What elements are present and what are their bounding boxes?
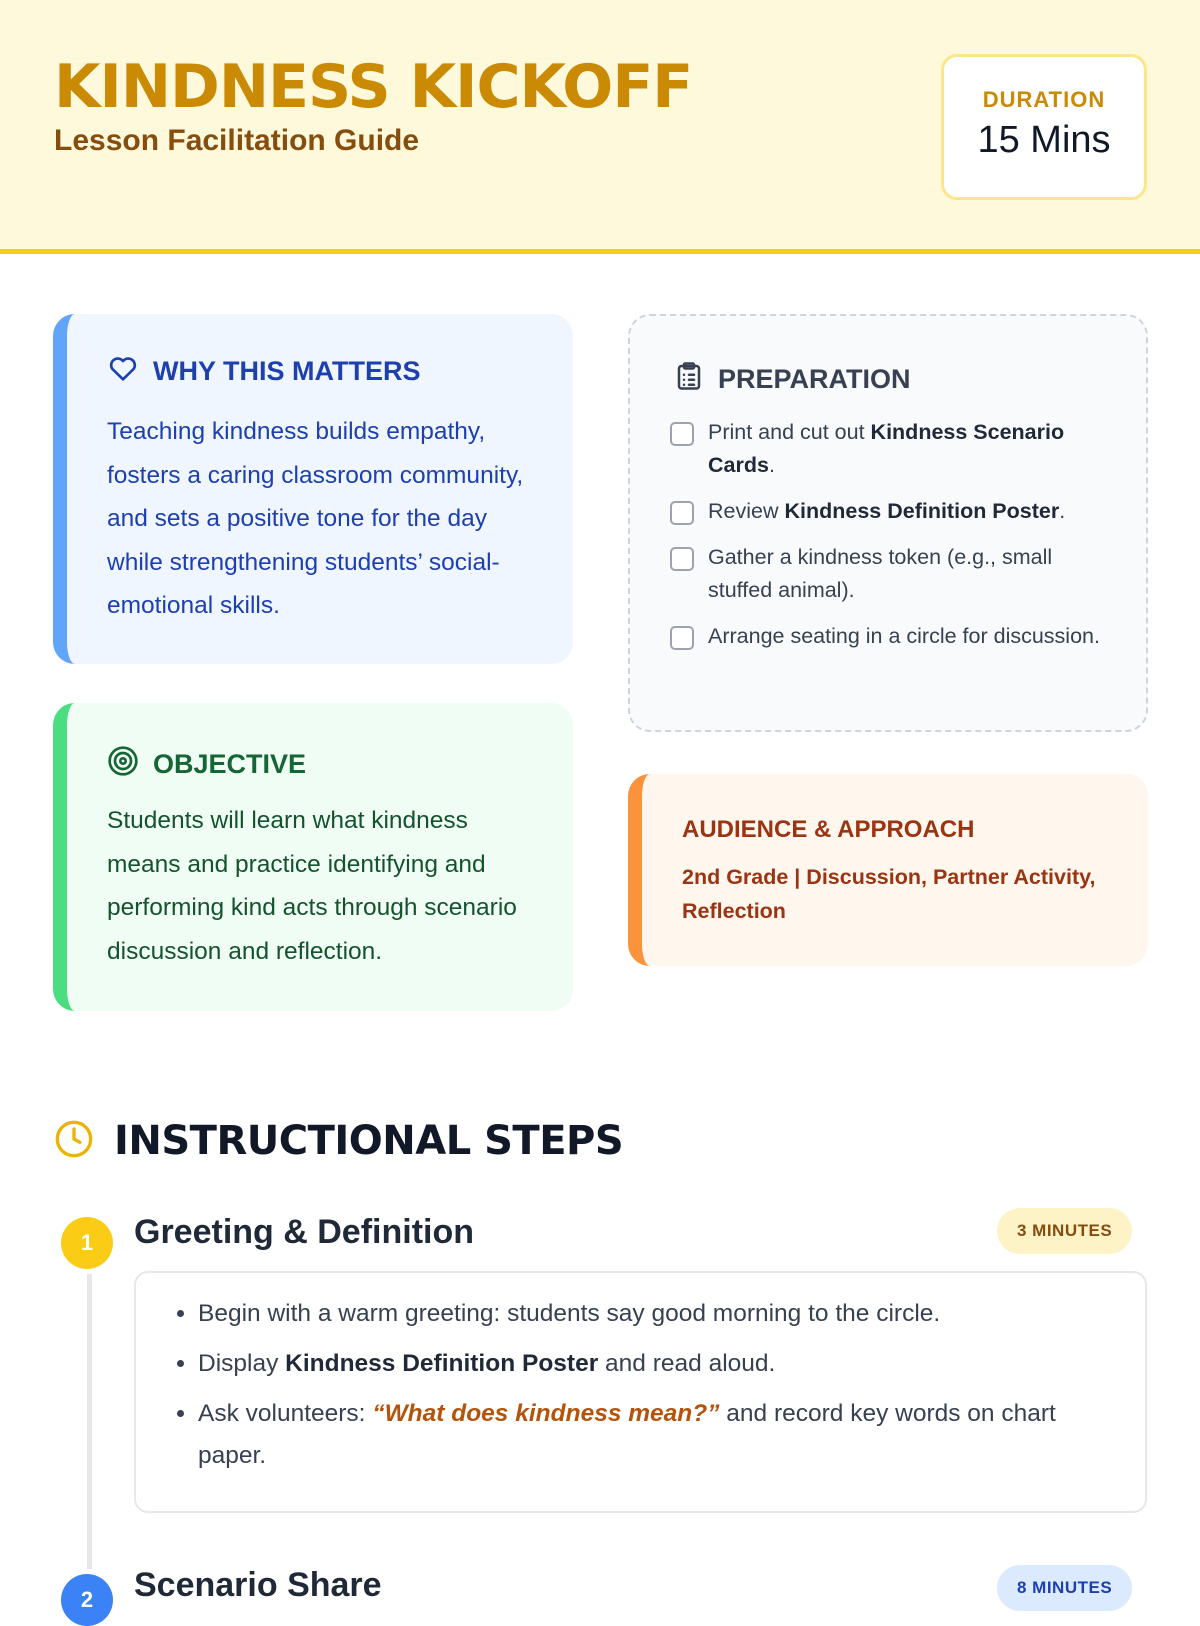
- duration-box: [941, 54, 1147, 200]
- step-number: 1: [61, 1217, 113, 1269]
- preparation-card: [628, 314, 1148, 732]
- heart-icon: [107, 352, 139, 391]
- checklist-item: [670, 541, 1100, 607]
- checklist-item: [670, 620, 1100, 653]
- objective-heading: [107, 745, 306, 784]
- checklist-item-text: Review Kindness Definition Poster.: [708, 499, 1066, 523]
- preparation-heading-text: PREPARATION: [718, 364, 911, 394]
- audience-text: 2nd Grade | Discussion, Partner Activity, Reflection: [682, 865, 1096, 923]
- checklist-item-text: Arrange seating in a circle for discussion.: [708, 624, 1100, 648]
- why-text: Teaching kindness builds empathy, fosters a caring classroom community, and sets a positive tone for the day while strengthening students’ social-emotional skills.: [107, 418, 524, 619]
- step-duration-badge: 8 MINUTES: [997, 1565, 1132, 1611]
- step-bullet-list: [136, 1293, 1078, 1477]
- objective-card: [53, 703, 573, 1011]
- steps-title: INSTRUCTIONAL STEPS: [114, 1118, 624, 1164]
- preparation-checklist: [670, 416, 1100, 666]
- checklist-item-text: Print and cut out Kindness Scenario Cards.: [708, 420, 1065, 477]
- step-title: Scenario Share: [134, 1566, 382, 1604]
- preparation-heading: [674, 360, 911, 399]
- page-title: KINDNESS KICKOFF: [54, 52, 693, 122]
- checklist-item: [670, 495, 1100, 528]
- why-heading: [107, 352, 421, 391]
- why-heading-text: WHY THIS MATTERS: [153, 356, 421, 386]
- quote-text: “What does kindness mean?”: [372, 1400, 720, 1427]
- step-duration-badge: 3 MINUTES: [997, 1208, 1132, 1254]
- duration-label: DURATION: [982, 87, 1106, 112]
- audience-heading: AUDIENCE & APPROACH: [682, 816, 975, 843]
- timeline-line: [87, 1270, 92, 1570]
- audience-card: [628, 774, 1148, 966]
- step-details: [134, 1271, 1147, 1513]
- checklist-item-text: Gather a kindness token (e.g., small stuffed animal).: [708, 545, 1053, 602]
- checkbox[interactable]: [670, 626, 694, 650]
- target-icon: [107, 745, 139, 784]
- checkbox[interactable]: [670, 501, 694, 525]
- step-number: 2: [61, 1574, 113, 1626]
- step-bullet: • Display Kindness Definition Poster and read aloud.: [198, 1343, 1078, 1385]
- clipboard-icon: [674, 360, 704, 399]
- clock-icon: [54, 1119, 94, 1164]
- objective-heading-text: OBJECTIVE: [153, 749, 307, 779]
- checklist-item: [670, 416, 1100, 482]
- checkbox[interactable]: [670, 547, 694, 571]
- objective-text: Students will learn what kindness means and practice identifying and performing kind acts through scenario discussion and reflection.: [107, 807, 517, 965]
- page-subtitle: Lesson Facilitation Guide: [54, 124, 420, 157]
- checkbox[interactable]: [670, 422, 694, 446]
- step-bullet: • Begin with a warm greeting: students say good morning to the circle.: [198, 1293, 1078, 1335]
- duration-value: 15 Mins: [977, 119, 1111, 161]
- steps-heading: [54, 1118, 623, 1164]
- step-title: Greeting & Definition: [134, 1213, 474, 1251]
- step-bullet: • Ask volunteers: “What does kindness mean?” and record key words on chart paper.: [198, 1393, 1078, 1477]
- page-header: [0, 0, 1200, 254]
- why-this-matters-card: [53, 314, 573, 664]
